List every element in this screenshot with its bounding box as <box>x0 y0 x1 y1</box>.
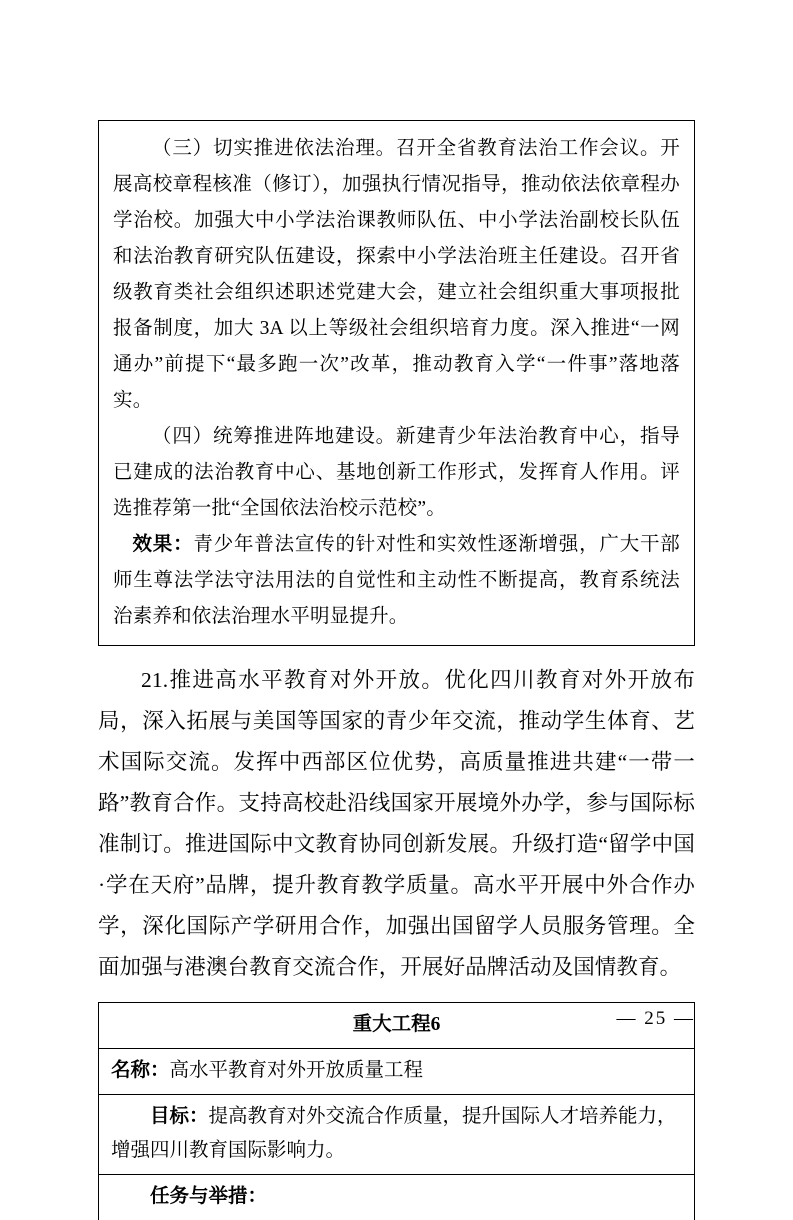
table-title-cell: 重大工程6 <box>99 1003 695 1049</box>
framed-paragraph-3: （三）切实推进依法治理。召开全省教育法治工作会议。开展高校章程核准（修订），加强执行情况指导，推动依法依章程办学治校。加强大中小学法治课教师队伍、中小学法治副校长队伍和法治教育研究队伍建设，探索中小学法治班主任建设。召开省级教育类社会组织述职述党建大会，建立社会组织重大事项报批报备制度，加大 3A 以上等级社会组织培育力度。深入推进“一网通办”前提下“最多跑一次”改革，推动教育入学“一件事”落地落实。 <box>113 131 680 419</box>
effect-paragraph <box>113 527 680 635</box>
table-cell-goal <box>99 1095 695 1175</box>
table-cell-name <box>99 1049 695 1095</box>
table-row <box>99 1095 695 1175</box>
effect-text: 青少年普法宣传的针对性和实效性逐渐增强，广大干部师生尊法学法守法用法的自觉性和主动性不断提高，教育系统法治素养和依法治理水平明显提升。 <box>113 534 680 627</box>
effect-label: 效果： <box>133 534 194 555</box>
framed-section <box>98 120 695 646</box>
cell-label-tasks: 任务与举措： <box>150 1186 267 1207</box>
cell-value-goal: 提高教育对外交流合作质量，提升国际人才培养能力，增强四川教育国际影响力。 <box>111 1106 677 1161</box>
cell-label-name: 名称： <box>111 1060 170 1081</box>
table-row-title <box>99 1003 695 1049</box>
cell-label-goal: 目标： <box>150 1106 209 1127</box>
table-row <box>99 1049 695 1095</box>
page-number: — 25 — <box>617 1008 696 1030</box>
table-row <box>99 1175 695 1220</box>
cell-value-name: 高水平教育对外开放质量工程 <box>170 1060 424 1081</box>
major-project-table <box>98 1002 695 1220</box>
table-cell-tasks <box>99 1175 695 1220</box>
main-paragraph: 21.推进高水平教育对外开放。优化四川教育对外开放布局，深入拓展与美国等国家的青少年交流，推动学生体育、艺术国际交流。发挥中西部区位优势，高质量推进共建“一带一路”教育合作。支持高校赴沿线国家开展境外办学，参与国际标准制订。推进国际中文教育协同创新发展。升级打造“留学中国·学在天府”品牌，提升教育教学质量。高水平开展中外合作办学，深化国际产学研用合作，加强出国留学人员服务管理。全面加强与港澳台教育交流合作，开展好品牌活动及国情教育。 <box>98 660 695 988</box>
framed-paragraph-4: （四）统筹推进阵地建设。新建青少年法治教育中心，指导已建成的法治教育中心、基地创新工作形式，发挥育人作用。评选推荐第一批“全国依法治校示范校”。 <box>113 419 680 527</box>
